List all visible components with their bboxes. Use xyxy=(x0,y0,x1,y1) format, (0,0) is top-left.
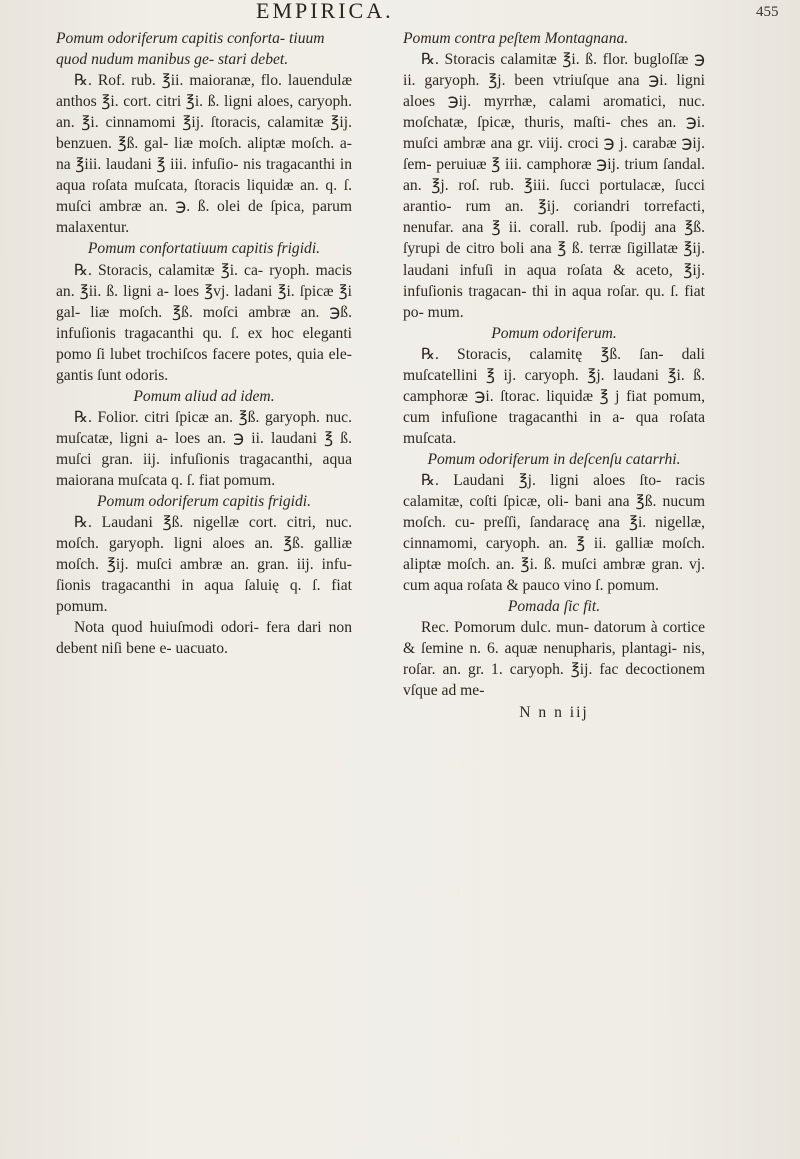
recipe-heading: Pomada ſic fit. xyxy=(507,598,601,616)
recipe-text: ℞. Storacis, calamitæ ℥i. ca- ryoph. macis an. ℥ii. ß. ligni a- loes ℥vj. ladani ℥i. ſpicæ ℥i gal- liæ moſch. ℥ß. moſci ambræ an. ℈ß. infuſionis tragacanthi qu. ſ. ex hoc eleganti pomo ſi lubet trochiſcos facere potes, quia ele- gantis ſunt odoris. xyxy=(56,261,352,384)
signature-mark: N n n iij xyxy=(519,703,589,721)
recipe-text: ℞. Laudani ℥ß. nigellæ cort. citri, nuc. moſch. garyoph. ligni aloes an. ℥ß. galliæ moſch. ℥ij. muſci ambræ an. gran. iij. infu- ſionis tragacanthi in aqua ſaluię q. ſ. fiat pomum. xyxy=(56,514,352,616)
recipe-text: ℞. Folior. citri ſpicæ an. ℥ß. garyoph. nuc. muſcatæ, ligni a- loes an. ℈ ii. laudani ℥ ß. muſci gran. iij. infuſionis tragacanthi, aqua maiorana muſcata q. ſ. fiat pomum. xyxy=(56,408,352,489)
right-column xyxy=(403,28,705,723)
recipe-text: ℞. Laudani ℥j. ligni aloes ſto- racis calamitæ, coſti ſpicæ, oli- bani ana ℥ß. nucum moſch. cu- preſſi, ſandaracę ana ℥i. nigellæ, cinnamomi, caryoph. an. ℥ ii. galliæ moſch. aliptæ moſch. an. ℥i. ß. muſci ambræ gran. vj. cum aqua roſata & pauco vino ſ. pomum. xyxy=(403,471,705,595)
page-number: 455 xyxy=(756,4,779,20)
note-text: Nota quod huiuſmodi odori- fera dari non debent niſi bene e- uacuato. xyxy=(56,619,352,658)
recipe-text: ℞. Storacis calamitæ ℥i. ß. flor. bugloſſæ ℈ ii. garyoph. ℥j. been vtriuſque ana ℈i. ligni aloes ℈ij. myrrhæ, calami aromatici, nuc. moſchatæ, ſpicæ, thuris, maſti- ches an. ℈i. muſci ambræ ana gr. viij. croci ℈ j. carabæ ℈ij. ſem- peruiuæ ℥ iii. camphoræ ℈ij. trium ſandal. an. ℥j. roſ. rub. ℥iii. ſucci portulacæ, ſucci arantio- rum an. ℥ij. coriandri torrefacti, nenufar. ana ℥ ii. corall. rub. ſpodij ana ℥ß. ſyrupi de citro boli ana ℥ ß. terræ ſigillatæ ℥ij. laudani infuſi in aqua roſata & aceto, ℥ij. infuſionis tragacan- thi in aqua roſar. qu. ſ. fiat po- mum. xyxy=(403,51,705,321)
recipe-heading: Pomum odoriferum. xyxy=(491,324,617,342)
running-head: EMPIRICA. xyxy=(256,0,394,23)
recipe-text: Rec. Pomorum dulc. mun- datorum à cortice & ſemine n. 6. aquæ nenupharis, plantagi- nis, roſar. an. gr. 1. caryoph. ℥ij. fac decoctionem vſque ad me- xyxy=(403,619,705,700)
recipe-heading: Pomum odoriferum capitis conforta- tiuum quod nudum manibus ge- stari debet. xyxy=(56,30,325,69)
recipe-heading: Pomum aliud ad idem. xyxy=(133,387,275,405)
recipe-heading: Pomum confortatiuum capitis frigidi. xyxy=(87,240,321,258)
recipe-text: ℞. Rof. rub. ℥ii. maioranæ, flo. lauendulæ anthos ℥i. cort. citri ℥i. ß. ligni aloes, caryoph. an. ℥i. cinnamomi ℥ij. ſtoracis, calamitæ ℥ij. benzuen. ℥ß. gal- liæ moſch. aliptæ moſch. a- na ℥iii. laudani ℥ iii. infuſio- nis tragacanthi in aqua roſata muſcata, ſtoracis liquidæ an. q. ſ. muſci ambræ an. ℈. ß. olei de ſpica, parum malaxentur. xyxy=(56,72,352,237)
recipe-heading: Pomum contra peſtem Montagnana. xyxy=(403,30,629,47)
recipe-heading: Pomum odoriferum capitis frigidi. xyxy=(97,493,311,511)
recipe-text: ℞. Storacis, calamitę ℥ß. ſan- dali muſcatellini ℥ ij. caryoph. ℥j. laudani ℥i. ß. camphoræ ℈i. ſtorac. liquidæ ℥ j fiat pomum, cum infuſione tragacanthi in a- qua roſata muſcata. xyxy=(403,345,705,447)
recipe-heading: Pomum odoriferum in deſcenſu catarrhi. xyxy=(427,450,681,468)
left-column xyxy=(56,28,352,659)
